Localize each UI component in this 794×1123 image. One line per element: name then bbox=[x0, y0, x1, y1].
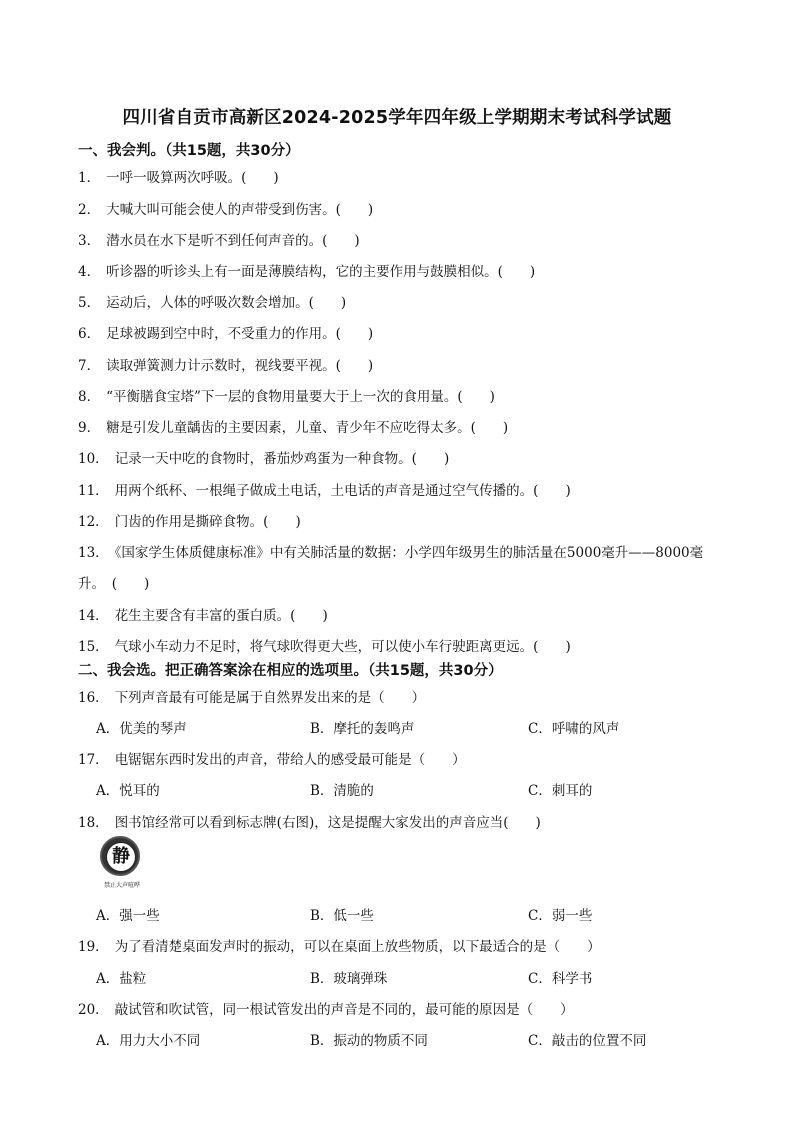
option-a: A．优美的琴声 bbox=[96, 721, 187, 737]
option-a: A．用力大小不同 bbox=[96, 1033, 201, 1049]
question-15: 15． 气球小车动力不足时，将气球吹得更大些，可以使小车行驶距离更远。( ) bbox=[78, 639, 571, 655]
option-a: A．悦耳的 bbox=[96, 783, 160, 799]
question-8: 8． “平衡膳食宝塔”下一层的食物用量要大于上一次的食用量。( ) bbox=[78, 389, 495, 405]
question-13: 13． 《国家学生体质健康标准》中有关肺活量的数据：小学四年级男生的肺活量在5000毫升——8000毫 bbox=[78, 545, 704, 561]
page-title: 四川省自贡市高新区2024-2025学年四年级上学期期末考试科学试题 bbox=[122, 108, 672, 128]
option-c: C．弱一些 bbox=[528, 908, 593, 924]
option-c: C．刺耳的 bbox=[528, 783, 593, 799]
question-16: 16． 下列声音最有可能是属于自然界发出来的是（ ） bbox=[78, 690, 426, 706]
question-2: 2． 大喊大叫可能会使人的声带受到伤害。( ) bbox=[78, 202, 374, 218]
option-b: B．低一些 bbox=[310, 908, 374, 924]
sign-circle bbox=[100, 836, 140, 876]
question-13-continued: 升。 ( ) bbox=[78, 576, 150, 592]
question-20: 20． 敲试管和吹试管，同一根试管发出的声音是不同的，最可能的原因是（ ） bbox=[78, 1002, 574, 1018]
question-19: 19． 为了看清楚桌面发声时的振动，可以在桌面上放些物质，以下最适合的是（ ） bbox=[78, 939, 601, 955]
option-b: B．玻璃弹珠 bbox=[310, 971, 388, 987]
option-a: A．盐粒 bbox=[96, 971, 147, 987]
question-5: 5． 运动后，人体的呼吸次数会增加。( ) bbox=[78, 295, 347, 311]
option-c: C．科学书 bbox=[528, 971, 593, 987]
question-1: 1． 一呼一吸算两次呼吸。( ) bbox=[78, 170, 279, 186]
option-b: B．摩托的轰鸣声 bbox=[310, 721, 415, 737]
quiet-sign-icon bbox=[96, 836, 148, 896]
option-b: B．振动的物质不同 bbox=[310, 1033, 428, 1049]
option-a: A．强一些 bbox=[96, 908, 160, 924]
sign-character: 静 bbox=[106, 842, 136, 872]
question-9: 9． 糖是引发儿童龋齿的主要因素，儿童、青少年不应吃得太多。( ) bbox=[78, 420, 509, 436]
option-c: C．呼啸的风声 bbox=[528, 721, 620, 737]
question-17: 17． 电锯锯东西时发出的声音，带给人的感受最可能是（ ） bbox=[78, 752, 466, 768]
question-12: 12． 门齿的作用是撕碎食物。( ) bbox=[78, 514, 301, 530]
option-b: B．清脆的 bbox=[310, 783, 374, 799]
sign-caption: 禁止大声喧哗 bbox=[103, 882, 140, 889]
question-7: 7． 读取弹簧测力计示数时，视线要平视。( ) bbox=[78, 358, 374, 374]
question-10: 10． 记录一天中吃的食物时，番茄炒鸡蛋为一种食物。( ) bbox=[78, 451, 450, 467]
question-4: 4． 听诊器的听诊头上有一面是薄膜结构，它的主要作用与鼓膜相似。( ) bbox=[78, 264, 536, 280]
question-14: 14． 花生主要含有丰富的蛋白质。( ) bbox=[78, 608, 328, 624]
question-6: 6． 足球被踢到空中时，不受重力的作用。( ) bbox=[78, 326, 374, 342]
question-3: 3． 潜水员在水下是听不到任何声音的。( ) bbox=[78, 233, 360, 249]
section-heading-judge: 一、我会判。（共15题，共30分） bbox=[78, 143, 300, 159]
option-c: C．敲击的位置不同 bbox=[528, 1033, 647, 1049]
question-18: 18． 图书馆经常可以看到标志牌(右图)，这是提醒大家发出的声音应当( ) bbox=[78, 815, 541, 831]
question-11: 11． 用两个纸杯、一根绳子做成土电话，土电话的声音是通过空气传播的。( ) bbox=[78, 483, 571, 499]
section-heading-choice: 二、我会选。把正确答案涂在相应的选项里。（共15题，共30分） bbox=[78, 663, 503, 679]
